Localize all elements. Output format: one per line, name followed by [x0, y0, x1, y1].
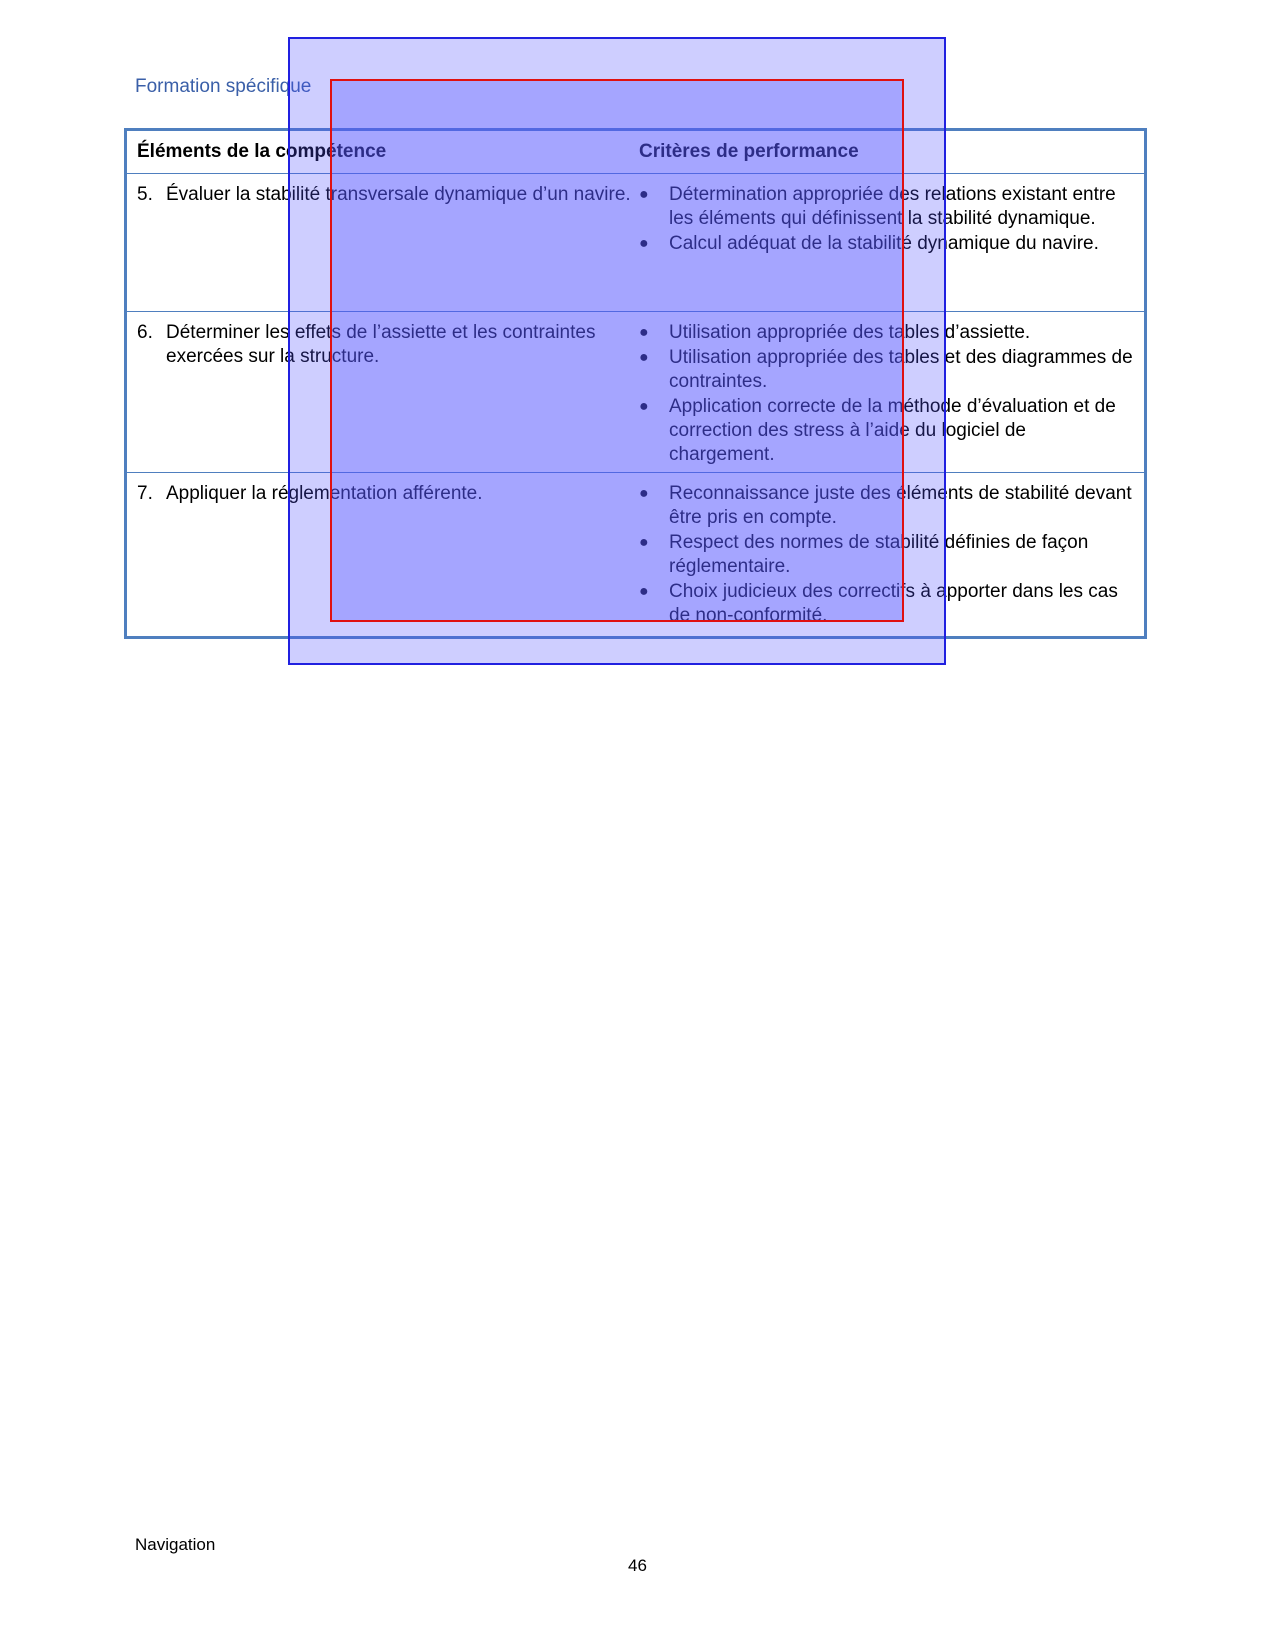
- element-cell: [127, 473, 639, 636]
- bullet-icon: ●: [639, 534, 649, 551]
- list-item: [639, 232, 1136, 256]
- bullet-icon: ●: [639, 485, 649, 502]
- criteria-cell: [639, 174, 1144, 311]
- list-item: [639, 183, 1136, 231]
- element-cell: [127, 174, 639, 311]
- criteria-cell: [639, 473, 1144, 636]
- bullet-icon: ●: [639, 235, 649, 252]
- list-item: [639, 482, 1136, 530]
- footer-label: Navigation: [135, 1535, 216, 1554]
- criterion-text: Reconnaissance juste des éléments de stabilité devant être pris en compte.: [669, 483, 1132, 528]
- section-title: Formation spécifique: [135, 76, 312, 97]
- header-elements-label: Éléments de la compétence: [137, 141, 387, 162]
- competence-table: [124, 128, 1147, 639]
- criterion-text: Calcul adéquat de la stabilité dynamique du navire.: [669, 233, 1099, 254]
- criteria-list: [639, 321, 1136, 467]
- list-item: [639, 580, 1136, 628]
- element-number: 7.: [137, 483, 153, 504]
- list-item: [639, 395, 1136, 467]
- element-text: Évaluer la stabilité transversale dynamique d’un navire.: [166, 184, 631, 205]
- table-row: [127, 311, 1144, 472]
- element-item: [137, 482, 639, 506]
- element-text: Appliquer la réglementation afférente.: [166, 483, 483, 504]
- criteria-list: [639, 183, 1136, 256]
- table-row: [127, 173, 1144, 311]
- bullet-icon: ●: [639, 324, 649, 341]
- header-criteria-label: Critères de performance: [639, 141, 859, 162]
- bullet-icon: ●: [639, 349, 649, 366]
- criterion-text: Utilisation appropriée des tables et des diagrammes de contraintes.: [669, 347, 1133, 392]
- element-text: Déterminer les effets de l’assiette et les contraintes exercées sur la structure.: [166, 322, 596, 367]
- element-item: [137, 183, 639, 207]
- list-item: [639, 531, 1136, 579]
- header-elements-cell: [127, 141, 639, 163]
- criterion-text: Application correcte de la méthode d’évaluation et de correction des stress à l’aide du logiciel de chargement.: [669, 396, 1116, 465]
- element-item: [137, 321, 639, 369]
- table-row: [127, 472, 1144, 636]
- header-criteria-cell: [639, 141, 1144, 163]
- bullet-icon: ●: [639, 398, 649, 415]
- criterion-text: Utilisation appropriée des tables d’assiette.: [669, 322, 1031, 343]
- page-number: 46: [628, 1556, 647, 1575]
- list-item: [639, 321, 1136, 345]
- element-cell: [127, 312, 639, 472]
- table-header-row: [127, 131, 1144, 173]
- criteria-list: [639, 482, 1136, 628]
- bullet-icon: ●: [639, 583, 649, 600]
- list-item: [639, 346, 1136, 394]
- element-number: 6.: [137, 322, 153, 343]
- criterion-text: Respect des normes de stabilité définies de façon réglementaire.: [669, 532, 1089, 577]
- criteria-cell: [639, 312, 1144, 472]
- element-number: 5.: [137, 184, 153, 205]
- criterion-text: Détermination appropriée des relations existant entre les éléments qui définissent la stabilité dynamique.: [669, 184, 1116, 229]
- criterion-text: Choix judicieux des correctifs à apporter dans les cas de non-conformité.: [669, 581, 1118, 626]
- bullet-icon: ●: [639, 186, 649, 203]
